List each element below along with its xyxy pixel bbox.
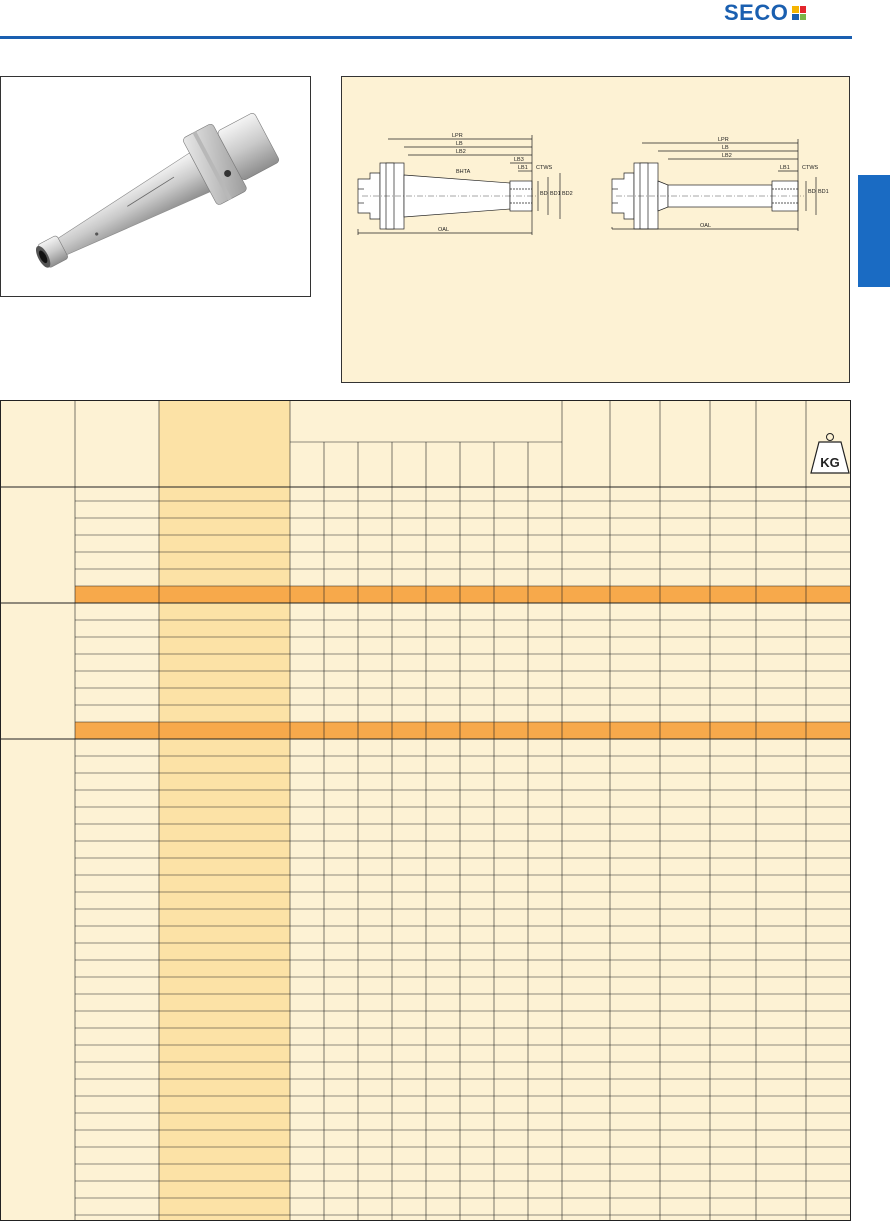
label-lb2-right: LB2 bbox=[722, 153, 732, 159]
dimension-table bbox=[0, 400, 851, 1221]
label-ctws-right: CTWS bbox=[802, 165, 819, 171]
label-oal-left: OAL bbox=[438, 227, 450, 233]
highlight-row-1 bbox=[75, 586, 851, 603]
weight-icon bbox=[811, 434, 849, 474]
label-lb-left: LB bbox=[456, 141, 463, 147]
weight-icon-label: KG bbox=[820, 455, 840, 470]
label-bhta-left: BHTA bbox=[456, 169, 471, 175]
product-photo bbox=[0, 76, 311, 297]
highlight-row-2 bbox=[75, 722, 851, 739]
label-bd2-left: BD2 bbox=[562, 191, 573, 197]
tool-holder-illustration bbox=[1, 77, 312, 298]
drawing-cylindrical bbox=[612, 139, 816, 231]
logo-squares-icon bbox=[792, 6, 806, 20]
dimension-drawings bbox=[342, 77, 851, 384]
label-lb3-left: LB3 bbox=[514, 157, 524, 163]
label-bd1-left: BD1 bbox=[550, 191, 561, 197]
label-bd-left: BD bbox=[540, 191, 548, 197]
header-rule bbox=[0, 36, 852, 39]
label-lb-right: LB bbox=[722, 145, 729, 151]
code-column-fill bbox=[159, 401, 290, 1221]
label-bd1-right: BD1 bbox=[818, 189, 829, 195]
label-lb2-left: LB2 bbox=[456, 149, 466, 155]
table-fills bbox=[75, 401, 851, 1221]
table-grid bbox=[1, 401, 851, 1221]
label-lb1-left: LB1 bbox=[518, 165, 528, 171]
label-bd-right: BD bbox=[808, 189, 816, 195]
seco-logo bbox=[724, 2, 806, 24]
label-oal-right: OAL bbox=[700, 223, 712, 229]
logo-text: SECO bbox=[724, 0, 789, 25]
label-lb1-right: LB1 bbox=[780, 165, 790, 171]
label-ctws-left: CTWS bbox=[536, 165, 553, 171]
dimension-diagram bbox=[341, 76, 850, 383]
label-lpr-left: LPR bbox=[452, 133, 463, 139]
label-lpr-right: LPR bbox=[718, 137, 729, 143]
section-tab bbox=[858, 175, 890, 287]
